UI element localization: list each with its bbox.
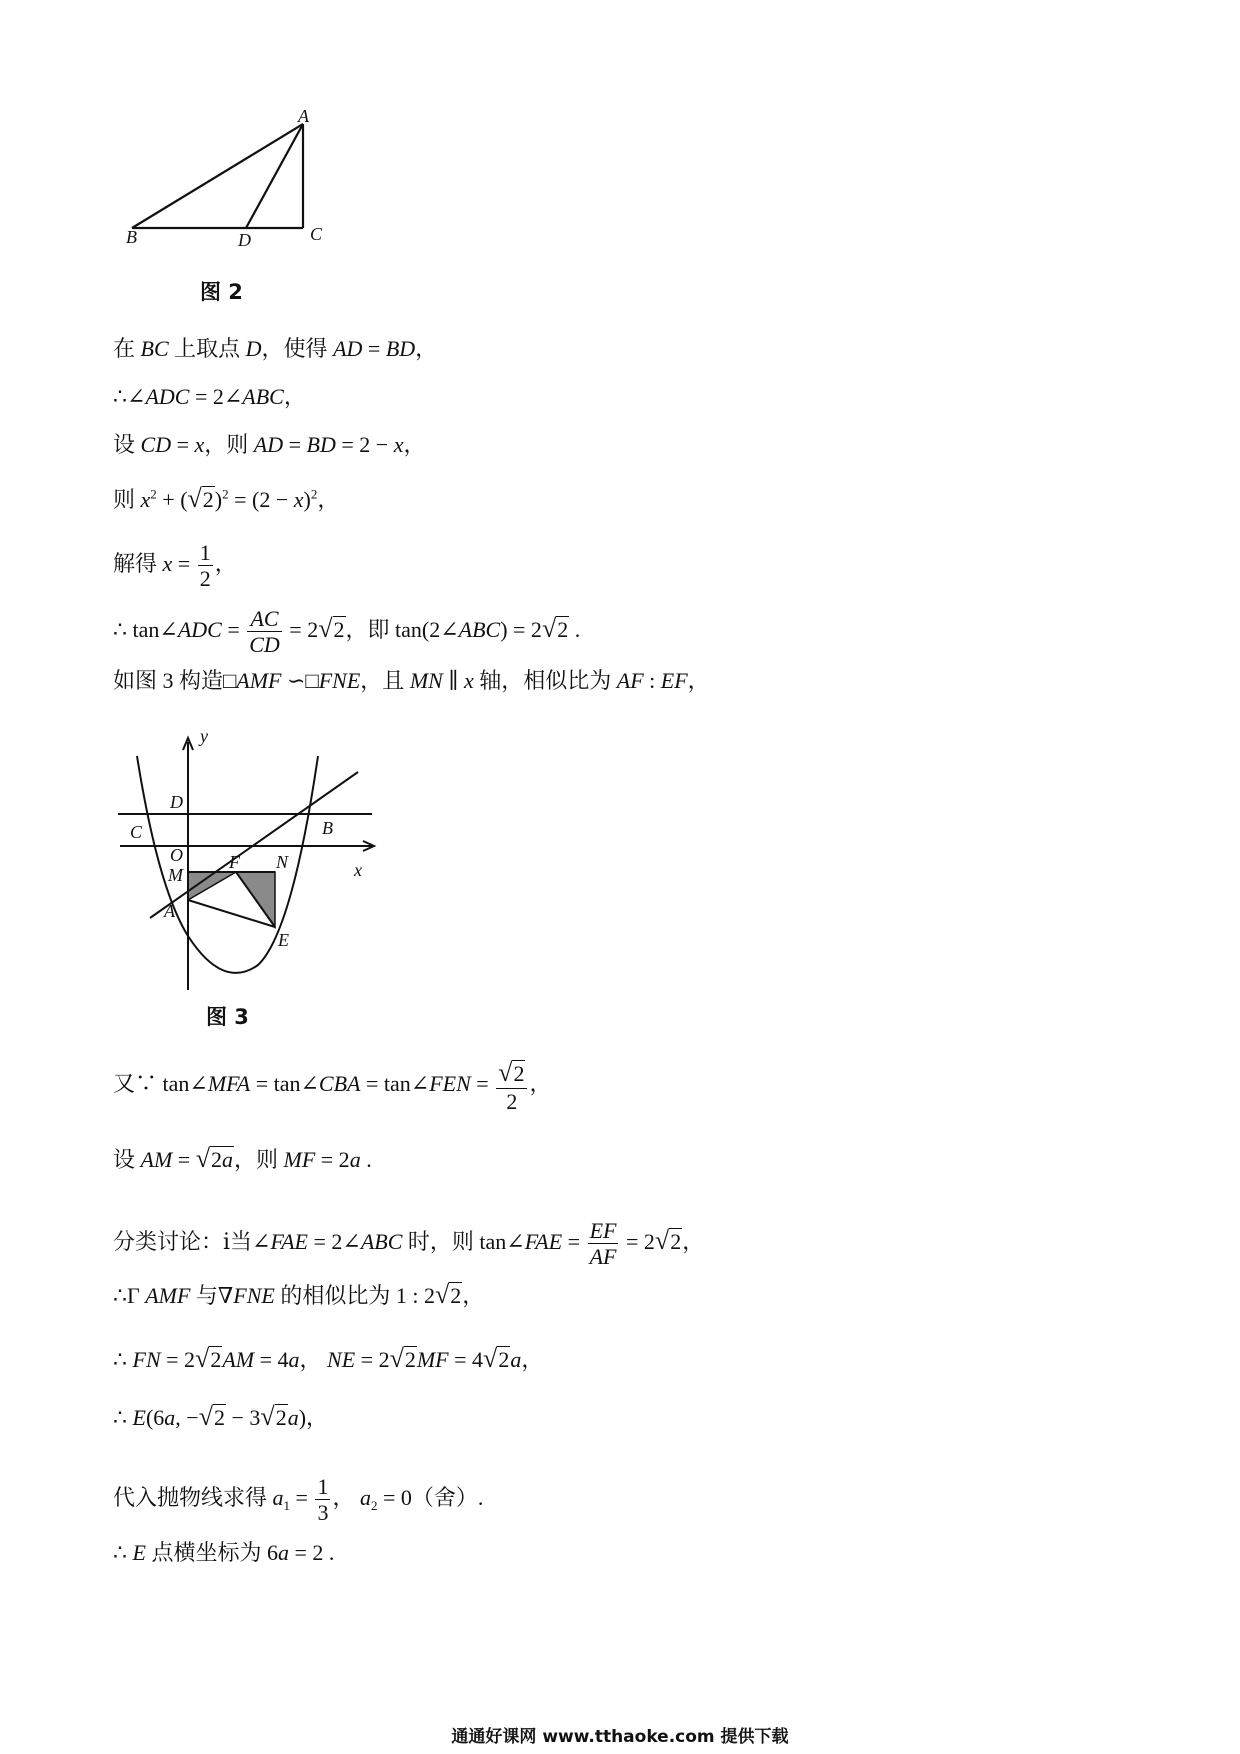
- line-angle-adc: ∴∠ADC = 2∠ABC，: [113, 384, 306, 409]
- label-B: B: [322, 818, 333, 838]
- figure-3-parabola: [110, 728, 390, 998]
- segment-AB: [132, 124, 303, 228]
- label-O: O: [170, 845, 183, 865]
- line-pythagoras: 则 $x^2 + (√2)^2 = (2 - x)^2$，: [113, 484, 340, 513]
- line-tan-equal: 又∵ tan∠MFA = tan∠CBA = tan∠FEN = $\frac{√2}{2}$ ，: [113, 1058, 552, 1114]
- line-solve-x: 解得 x = $\frac{1}{2}$ ，: [113, 540, 237, 592]
- line-similarity-ratio: ∴Γ AMF 与∇FNE 的相似比为 1 : 2√2，: [113, 1280, 485, 1309]
- segment-AD: [246, 124, 303, 228]
- line-set-cd: 设 CD = x，则 AD = BD = 2 − x，: [113, 432, 426, 457]
- line-tan-adc: ∴ tan∠ADC = $\frac{AC}{CD}$ = 2√2，即 tan(2∠ABC) = 2√2 .: [113, 606, 581, 658]
- line-point-e: ∴ E(6a, −√2 − 3√2a)，: [113, 1402, 329, 1431]
- label-M: M: [168, 865, 183, 885]
- label-x: x: [354, 860, 362, 880]
- label-E: E: [278, 930, 289, 950]
- label-A: A: [164, 901, 175, 921]
- label-D: D: [170, 792, 183, 812]
- label-y: y: [200, 728, 208, 746]
- label-N: N: [276, 852, 289, 872]
- label-D: D: [238, 230, 251, 250]
- footer-source: 通通好课网 www.tthaoke.com 提供下载: [451, 1727, 789, 1747]
- line-fn-ne: ∴ FN = 2√2AM = 4a， NE = 2√2MF = 4√2a，: [113, 1344, 544, 1373]
- figure-2-caption: 图 2: [200, 280, 243, 304]
- label-C: C: [310, 224, 323, 244]
- label-F: F: [229, 852, 240, 872]
- label-C: C: [130, 822, 143, 842]
- label-B: B: [126, 227, 137, 247]
- figure-3-caption: 图 3: [206, 1005, 249, 1029]
- line-substitute: 代入抛物线求得 $a_1$ = $\frac{1}{3}$ ， $a_2 = 0$（舍）.: [113, 1474, 484, 1526]
- line-set-am: 设 AM = √2a，则 MF = 2a .: [113, 1144, 372, 1173]
- line-case-discussion: 分类讨论：ⅰ当∠FAE = 2∠ABC 时，则 tan∠FAE = $\frac{EF}{AF}$ = 2√2，: [113, 1218, 705, 1270]
- line-conclusion: ∴ E 点横坐标为 6a = 2 .: [113, 1540, 335, 1565]
- figure-2-triangle: [120, 110, 340, 250]
- label-A: A: [298, 110, 309, 126]
- line-take-point-d: 在 BC 上取点 D，使得 AD = BD，: [113, 336, 438, 361]
- line-construct-similar: 如图 3 构造□AMF ∽□FNE，且 MN ∥ x 轴，相似比为 AF : EF，: [113, 668, 710, 693]
